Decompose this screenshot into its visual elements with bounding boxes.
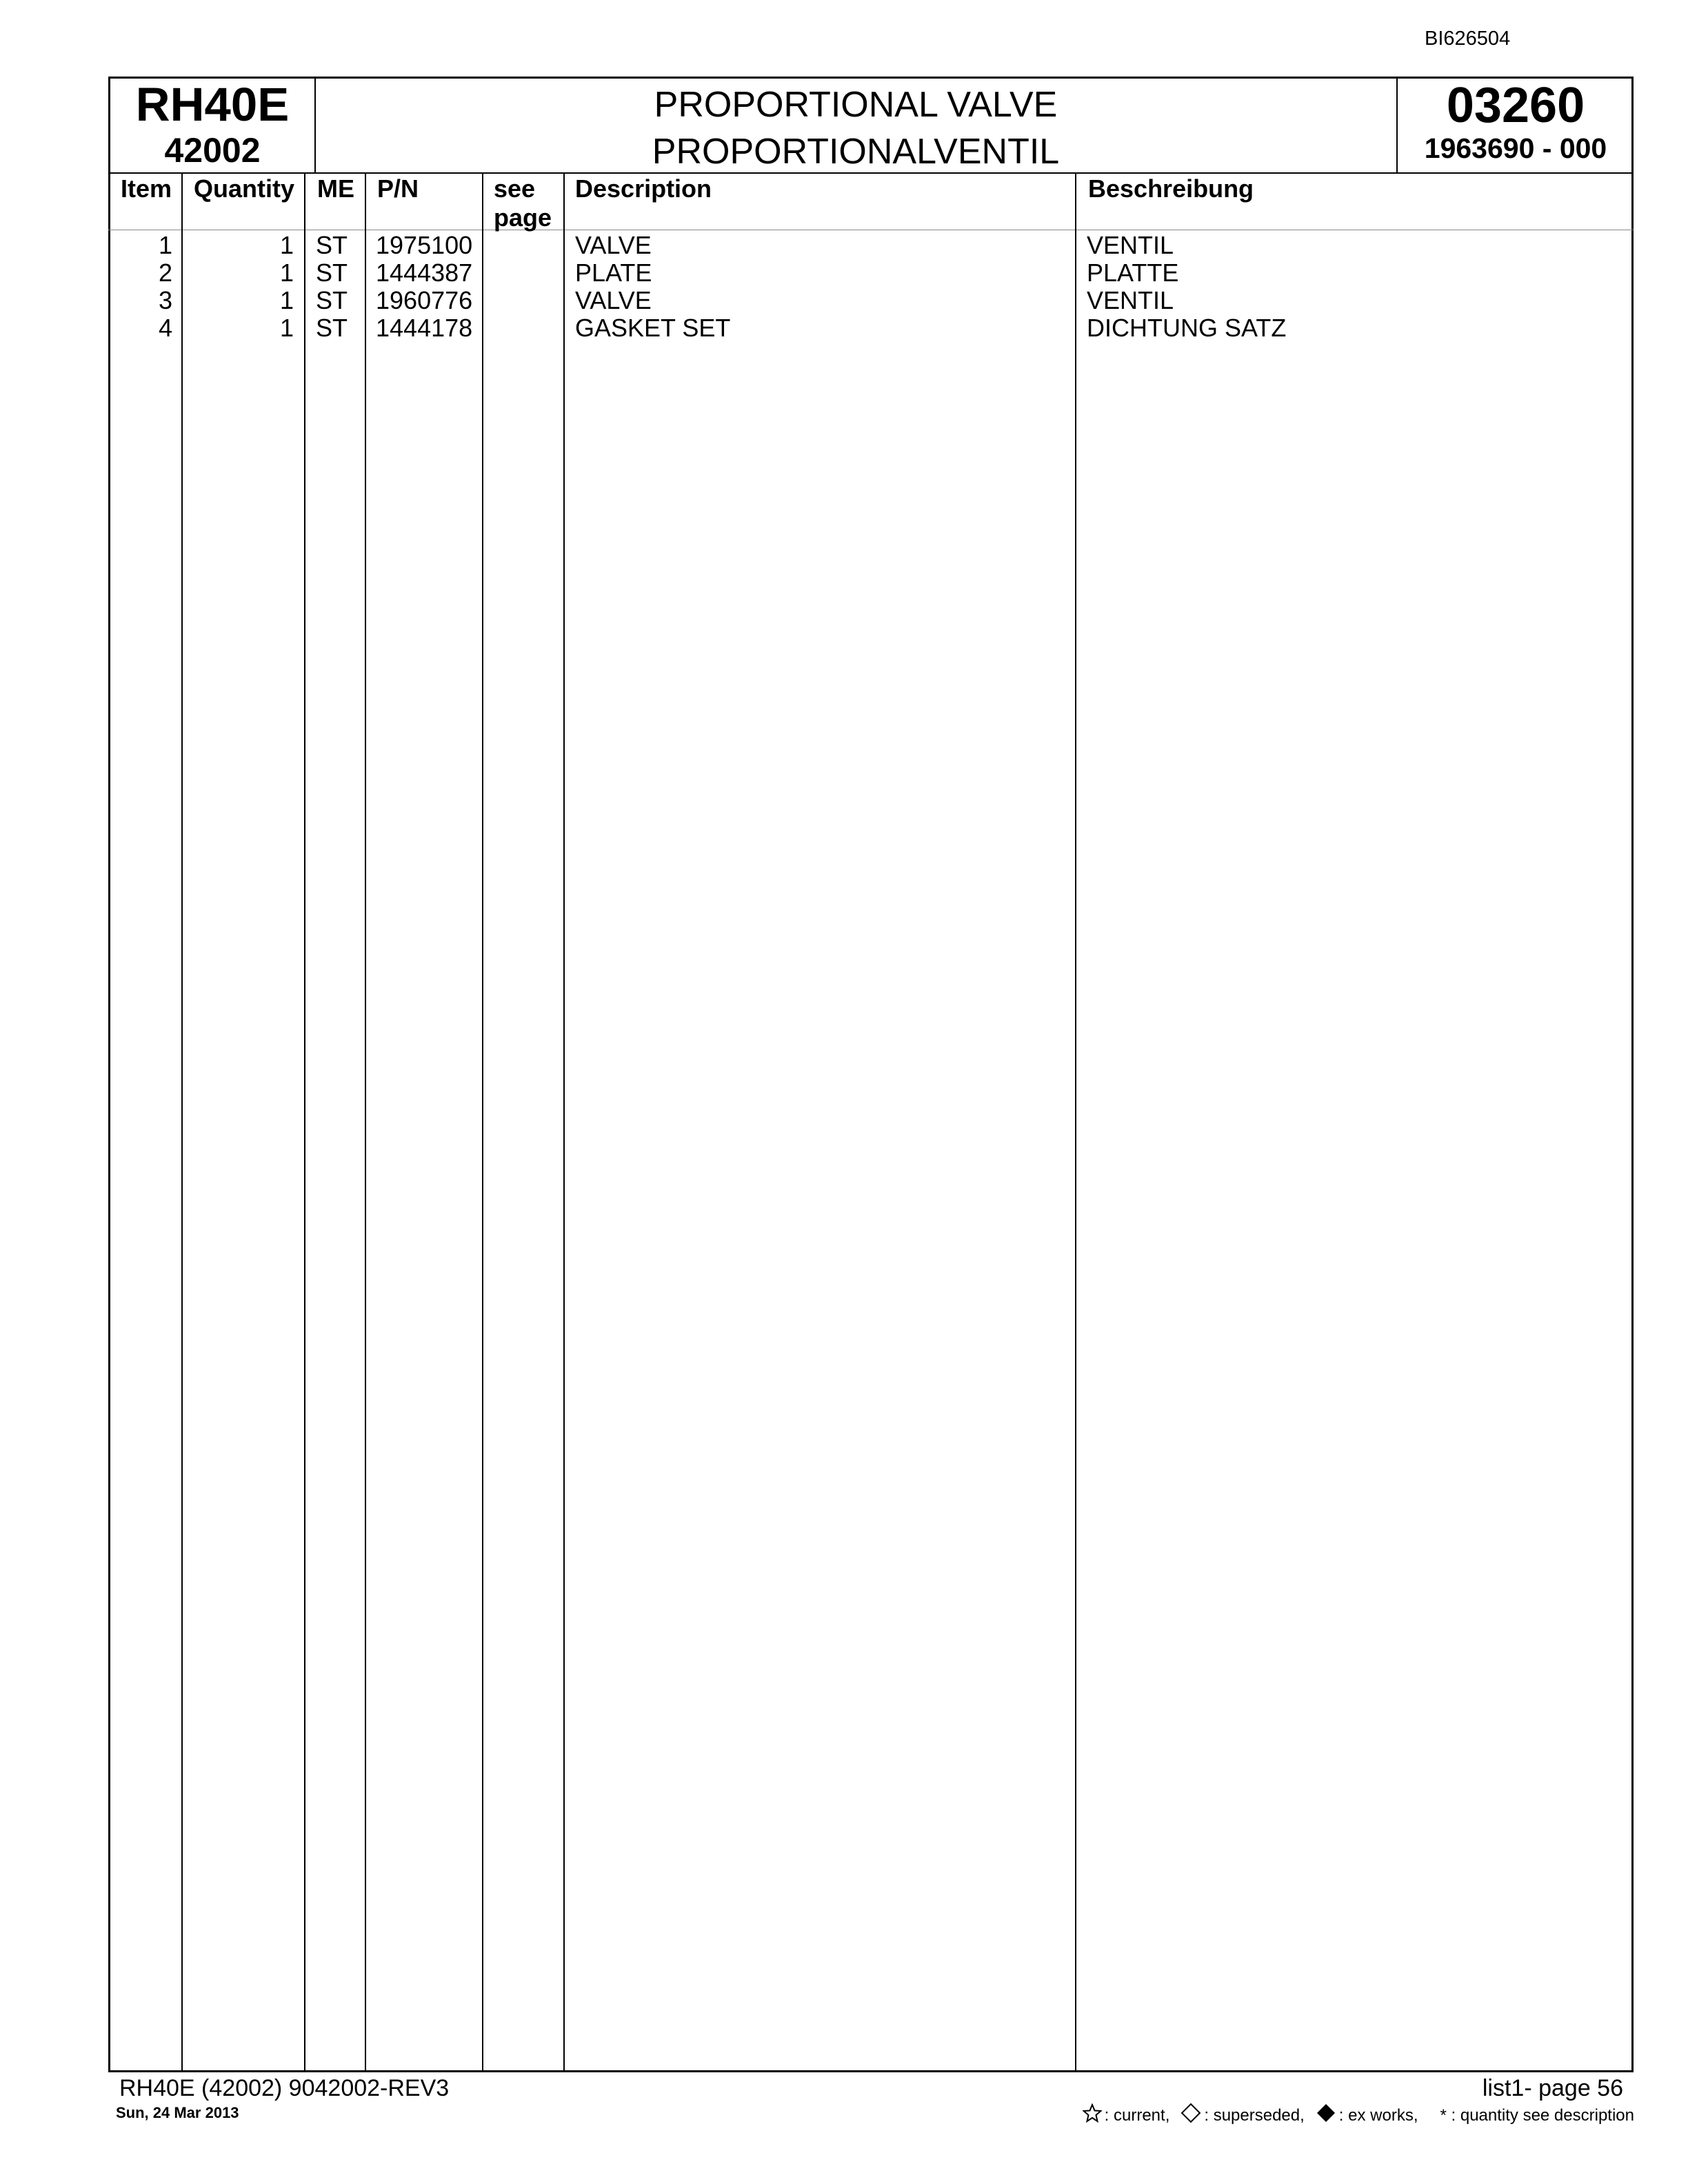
description: PLATE bbox=[575, 259, 652, 287]
unit: ST bbox=[316, 314, 348, 342]
column-rule-see-page bbox=[563, 172, 565, 2072]
legend-superseded: : superseded, bbox=[1204, 2105, 1305, 2125]
beschreibung: DICHTUNG SATZ bbox=[1087, 314, 1287, 342]
footer-page-number: list1- page 56 bbox=[1482, 2075, 1623, 2101]
column-header-quantity: Quantity bbox=[194, 174, 295, 203]
document-id: BI626504 bbox=[1425, 28, 1511, 50]
legend bbox=[1080, 2103, 1634, 2128]
model-block bbox=[110, 77, 314, 171]
column-rule-item bbox=[181, 172, 183, 2072]
beschreibung: VENTIL bbox=[1087, 231, 1174, 259]
quantity: 1 bbox=[279, 259, 294, 287]
group-block bbox=[1398, 77, 1633, 168]
title-german: PROPORTIONALVENTIL bbox=[652, 132, 1060, 172]
item-number: 4 bbox=[158, 314, 172, 342]
column-header-see: see bbox=[494, 174, 536, 203]
diamond-filled-icon bbox=[1313, 2103, 1339, 2128]
column-header-me: ME bbox=[317, 174, 354, 203]
description: VALVE bbox=[575, 286, 652, 314]
column-rule-quantity bbox=[304, 172, 305, 2072]
description: VALVE bbox=[575, 231, 652, 259]
drawing-number: 1963690 - 000 bbox=[1424, 132, 1607, 164]
parts-list-frame bbox=[108, 77, 1634, 2072]
unit: ST bbox=[316, 286, 348, 314]
column-header-beschreibung: Beschreibung bbox=[1088, 174, 1254, 203]
footer-document-reference: RH40E (42002) 9042002-REV3 bbox=[119, 2075, 450, 2101]
column-header-pn: P/N bbox=[377, 174, 419, 203]
diamond-outline-icon bbox=[1178, 2103, 1204, 2128]
unit: ST bbox=[316, 231, 348, 259]
part-number: 1960776 bbox=[376, 286, 473, 314]
beschreibung: PLATTE bbox=[1087, 259, 1179, 287]
item-number: 1 bbox=[158, 231, 172, 259]
part-number: 1444178 bbox=[376, 314, 473, 342]
column-rule-description bbox=[1075, 172, 1076, 2072]
column-header-page: page bbox=[494, 203, 552, 232]
column-header-description: Description bbox=[575, 174, 712, 203]
group-number: 03260 bbox=[1446, 78, 1585, 133]
legend-quantity: * : quantity see description bbox=[1440, 2105, 1634, 2125]
part-number: 1975100 bbox=[376, 231, 473, 259]
column-header-item: Item bbox=[121, 174, 172, 203]
quantity: 1 bbox=[279, 231, 294, 259]
item-number: 2 bbox=[158, 259, 172, 287]
title-english: PROPORTIONAL VALVE bbox=[654, 85, 1058, 125]
legend-current: : current, bbox=[1104, 2105, 1170, 2125]
model-serial: 42002 bbox=[164, 131, 261, 170]
footer-date: Sun, 24 Mar 2013 bbox=[116, 2104, 239, 2121]
quantity: 1 bbox=[279, 314, 294, 342]
unit: ST bbox=[316, 259, 348, 287]
header-separator-right bbox=[1396, 77, 1398, 173]
title-block bbox=[316, 81, 1396, 175]
description: GASKET SET bbox=[575, 314, 731, 342]
model-name: RH40E bbox=[135, 78, 290, 131]
part-number: 1444387 bbox=[376, 259, 473, 287]
item-number: 3 bbox=[158, 286, 172, 314]
star-icon bbox=[1080, 2103, 1105, 2127]
column-rule-me bbox=[365, 172, 366, 2072]
beschreibung: VENTIL bbox=[1087, 286, 1174, 314]
legend-ex-works: : ex works, bbox=[1338, 2105, 1418, 2125]
column-rule-pn bbox=[482, 172, 483, 2072]
quantity: 1 bbox=[279, 286, 294, 314]
